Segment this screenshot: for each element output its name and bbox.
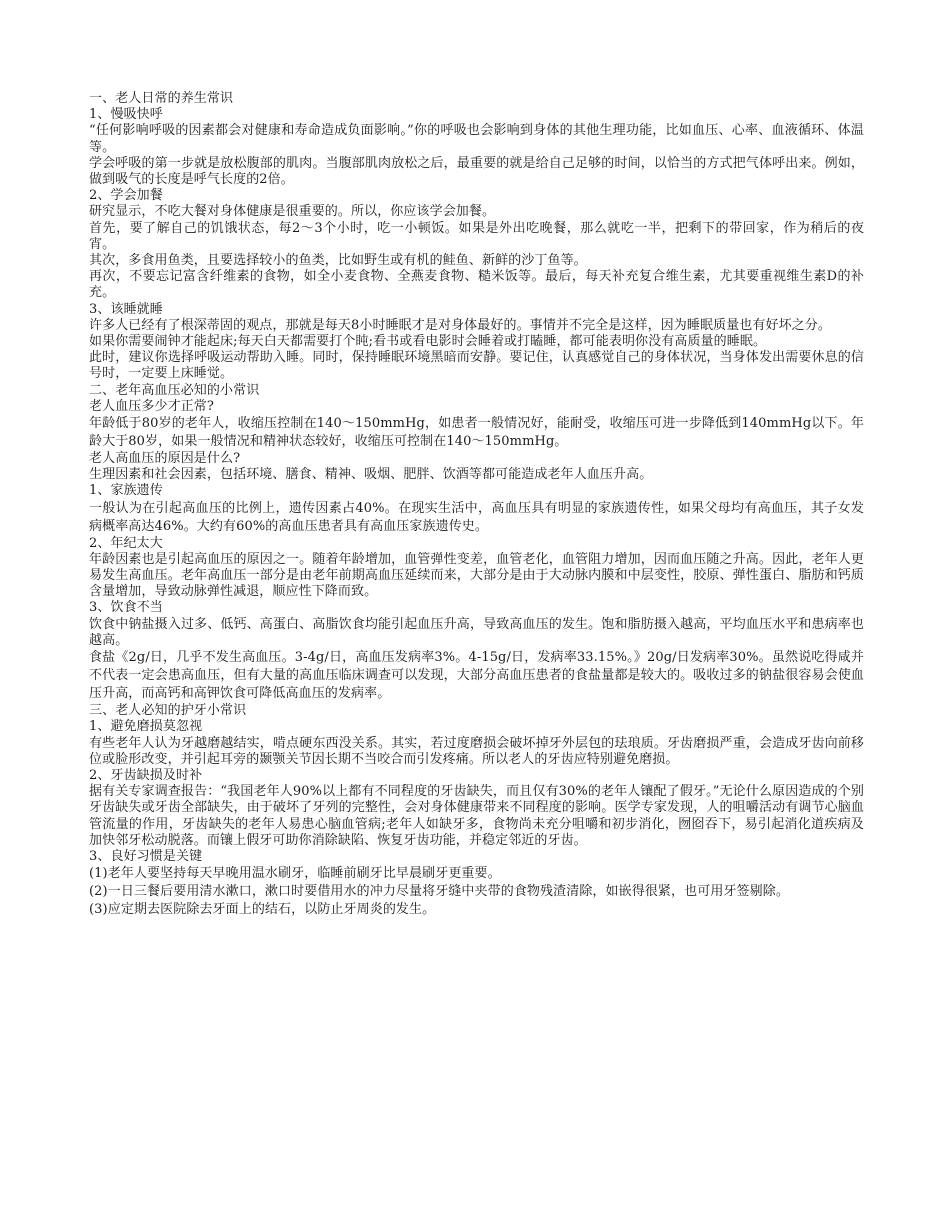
paragraph: 其次，多食用鱼类，且要选择较小的鱼类，比如野生或有机的鲑鱼、新鲜的沙丁鱼等。	[89, 253, 587, 269]
subheading-missing-teeth: 2、牙齿缺损及时补	[89, 767, 203, 783]
subheading-age: 2、年纪太大	[89, 535, 163, 551]
paragraph: 饮食中钠盐摄入过多、低钙、高蛋白、高脂饮食均能引起血压升高，导致高血压的发生。饱和脂肪摄入越高，平均血压水平和患病率也越高。	[89, 616, 864, 648]
section-heading-teeth: 三、老人必知的护牙小常识	[89, 703, 247, 719]
paragraph: 生理因素和社会因素，包括环境、膳食、精神、吸烟、肥胖、饮酒等都可能造成老年人血压升高。	[89, 467, 653, 483]
document-body	[89, 91, 864, 919]
paragraph: 如果你需要闹钟才能起床;每天白天都需要打个盹;看书或看电影时会睡着或打瞌睡，都可能表明你没有高质量的睡眠。	[89, 334, 767, 350]
paragraph: 研究显示，不吃大餐对身体健康是很重要的。所以，你应该学会加餐。	[89, 204, 496, 220]
subheading-slow-inhale: 1、慢吸快呼	[89, 107, 163, 123]
subheading-habits: 3、良好习惯是关键	[89, 848, 203, 864]
section-heading-elderly-health: 一、老人日常的养生常识	[89, 91, 234, 106]
paragraph: 许多人已经有了根深蒂固的观点，那就是每天8小时睡眠才是对身体最好的。事情并不完全是这样，因为睡眠质量也有好坏之分。	[89, 317, 831, 333]
paragraph: 食盐《2g/日，几乎不发生高血压。3-4g/日，高血压发病率3%。4-15g/日，发病率33.15%。》20g/日发病率30%。虽然说吃得咸并不代表一定会患高血压，但有大量的高血压临床调查可以发现，大部分高血压患者的食盐量都是较大的。吸收过多的钠盐很容易会使血压升高，而高钙和高钾饮食可降低高血压的发病率。	[89, 650, 864, 702]
question-bp-causes: 老人高血压的原因是什么?	[89, 451, 241, 467]
subheading-sleep: 3、该睡就睡	[89, 301, 163, 317]
subheading-heredity: 1、家族遗传	[89, 483, 163, 499]
list-item: (2)一日三餐后要用清水漱口，漱口时要借用水的冲力尽量将牙缝中夹带的食物残渣清除，如嵌得很紧，也可用牙签剔除。	[89, 884, 789, 900]
paragraph: “任何影响呼吸的因素都会对健康和寿命造成负面影响。”你的呼吸也会影响到身体的其他生理功能，比如血压、心率、血液循环、体温等。	[89, 123, 864, 155]
list-item: (1)老年人要坚持每天早晚用温水刷牙，临睡前刷牙比早晨刷牙更重要。	[89, 866, 501, 882]
paragraph: 年龄低于80岁的老年人，收缩压控制在140～150mmHg，如患者一般情况好，能耐受，收缩压可进一步降低到140mmHg以下。年龄大于80岁，如果一般情况和精神状态较好，收缩压可控制在140～150mmHg。	[89, 416, 864, 450]
question-normal-bp: 老人血压多少才正常?	[89, 398, 214, 414]
section-heading-hypertension: 二、老年高血压必知的小常识	[89, 382, 260, 398]
subheading-add-meals: 2、学会加餐	[89, 188, 163, 204]
paragraph: 首先，要了解自己的饥饿状态，每2～3个小时，吃一小顿饭。如果是外出吃晚餐，那么就吃一半，把剩下的带回家，作为稍后的夜宵。	[89, 220, 864, 252]
paragraph: 再次，不要忘记富含纤维素的食物，如全小麦食物、全燕麦食物、糙米饭等。最后，每天补充复合维生素，尤其要重视维生素D的补充。	[89, 269, 864, 301]
paragraph: 有些老年人认为牙越磨越结实，啃点硬东西没关系。其实，若过度磨损会破坏掉牙外层包的珐琅质。牙齿磨损严重，会造成牙齿向前移位或脸形改变，并引起耳旁的颞颚关节因长期不当咬合而引发疼痛。所以老人的牙齿应特别避免磨损。	[89, 735, 864, 767]
paragraph: 一般认为在引起高血压的比例上，遗传因素占40%。在现实生活中，高血压具有明显的家族遗传性，如果父母均有高血压，其子女发病概率高达46%。大约有60%的高血压患者具有高血压家族遗传史。	[89, 500, 864, 534]
paragraph: 年龄因素也是引起高血压的原因之一。随着年龄增加，血管弹性变差，血管老化，血管阻力增加，因而血压随之升高。因此，老年人更易发生高血压。老年高血压一部分是由老年前期高血压延续而来，大部分是由于大动脉内膜和中层变性，胶原、弹性蛋白、脂肪和钙质含量增加，导致动脉弹性减退，顺应性下降而致。	[89, 551, 864, 600]
list-item: (3)应定期去医院除去牙面上的结石，以防止牙周炎的发生。	[89, 902, 436, 918]
subheading-wear: 1、避免磨损莫忽视	[89, 719, 203, 735]
paragraph: 此时，建议你选择呼吸运动帮助入睡。同时，保持睡眠环境黑暗而安静。要记住，认真感觉自己的身体状况，当身体发出需要休息的信号时，一定要上床睡觉。	[89, 350, 864, 382]
paragraph: 学会呼吸的第一步就是放松腹部的肌肉。当腹部肌肉放松之后，最重要的就是给自己足够的时间，以恰当的方式把气体呼出来。例如，做到吸气的长度是呼气长度的2倍。	[89, 155, 864, 188]
subheading-diet: 3、饮食不当	[89, 600, 163, 616]
paragraph: 据有关专家调查报告：“我国老年人90%以上都有不同程度的牙齿缺失，而且仅有30%的老年人镶配了假牙。”无论什么原因造成的个别牙齿缺失或牙齿全部缺失，由于破坏了牙列的完整性，会对身体健康带来不同程度的影响。医学专家发现，人的咀嚼活动有调节心脑血管流量的作用，牙齿缺失的老年人易患心脑血管病;老年人如缺牙多，食物尚未充分咀嚼和初步消化，囫囵吞下，易引起消化道疾病及加快邻牙松动脱落。而镶上假牙可助你消除缺陷、恢复牙齿功能，并稳定邻近的牙齿。	[89, 784, 865, 848]
